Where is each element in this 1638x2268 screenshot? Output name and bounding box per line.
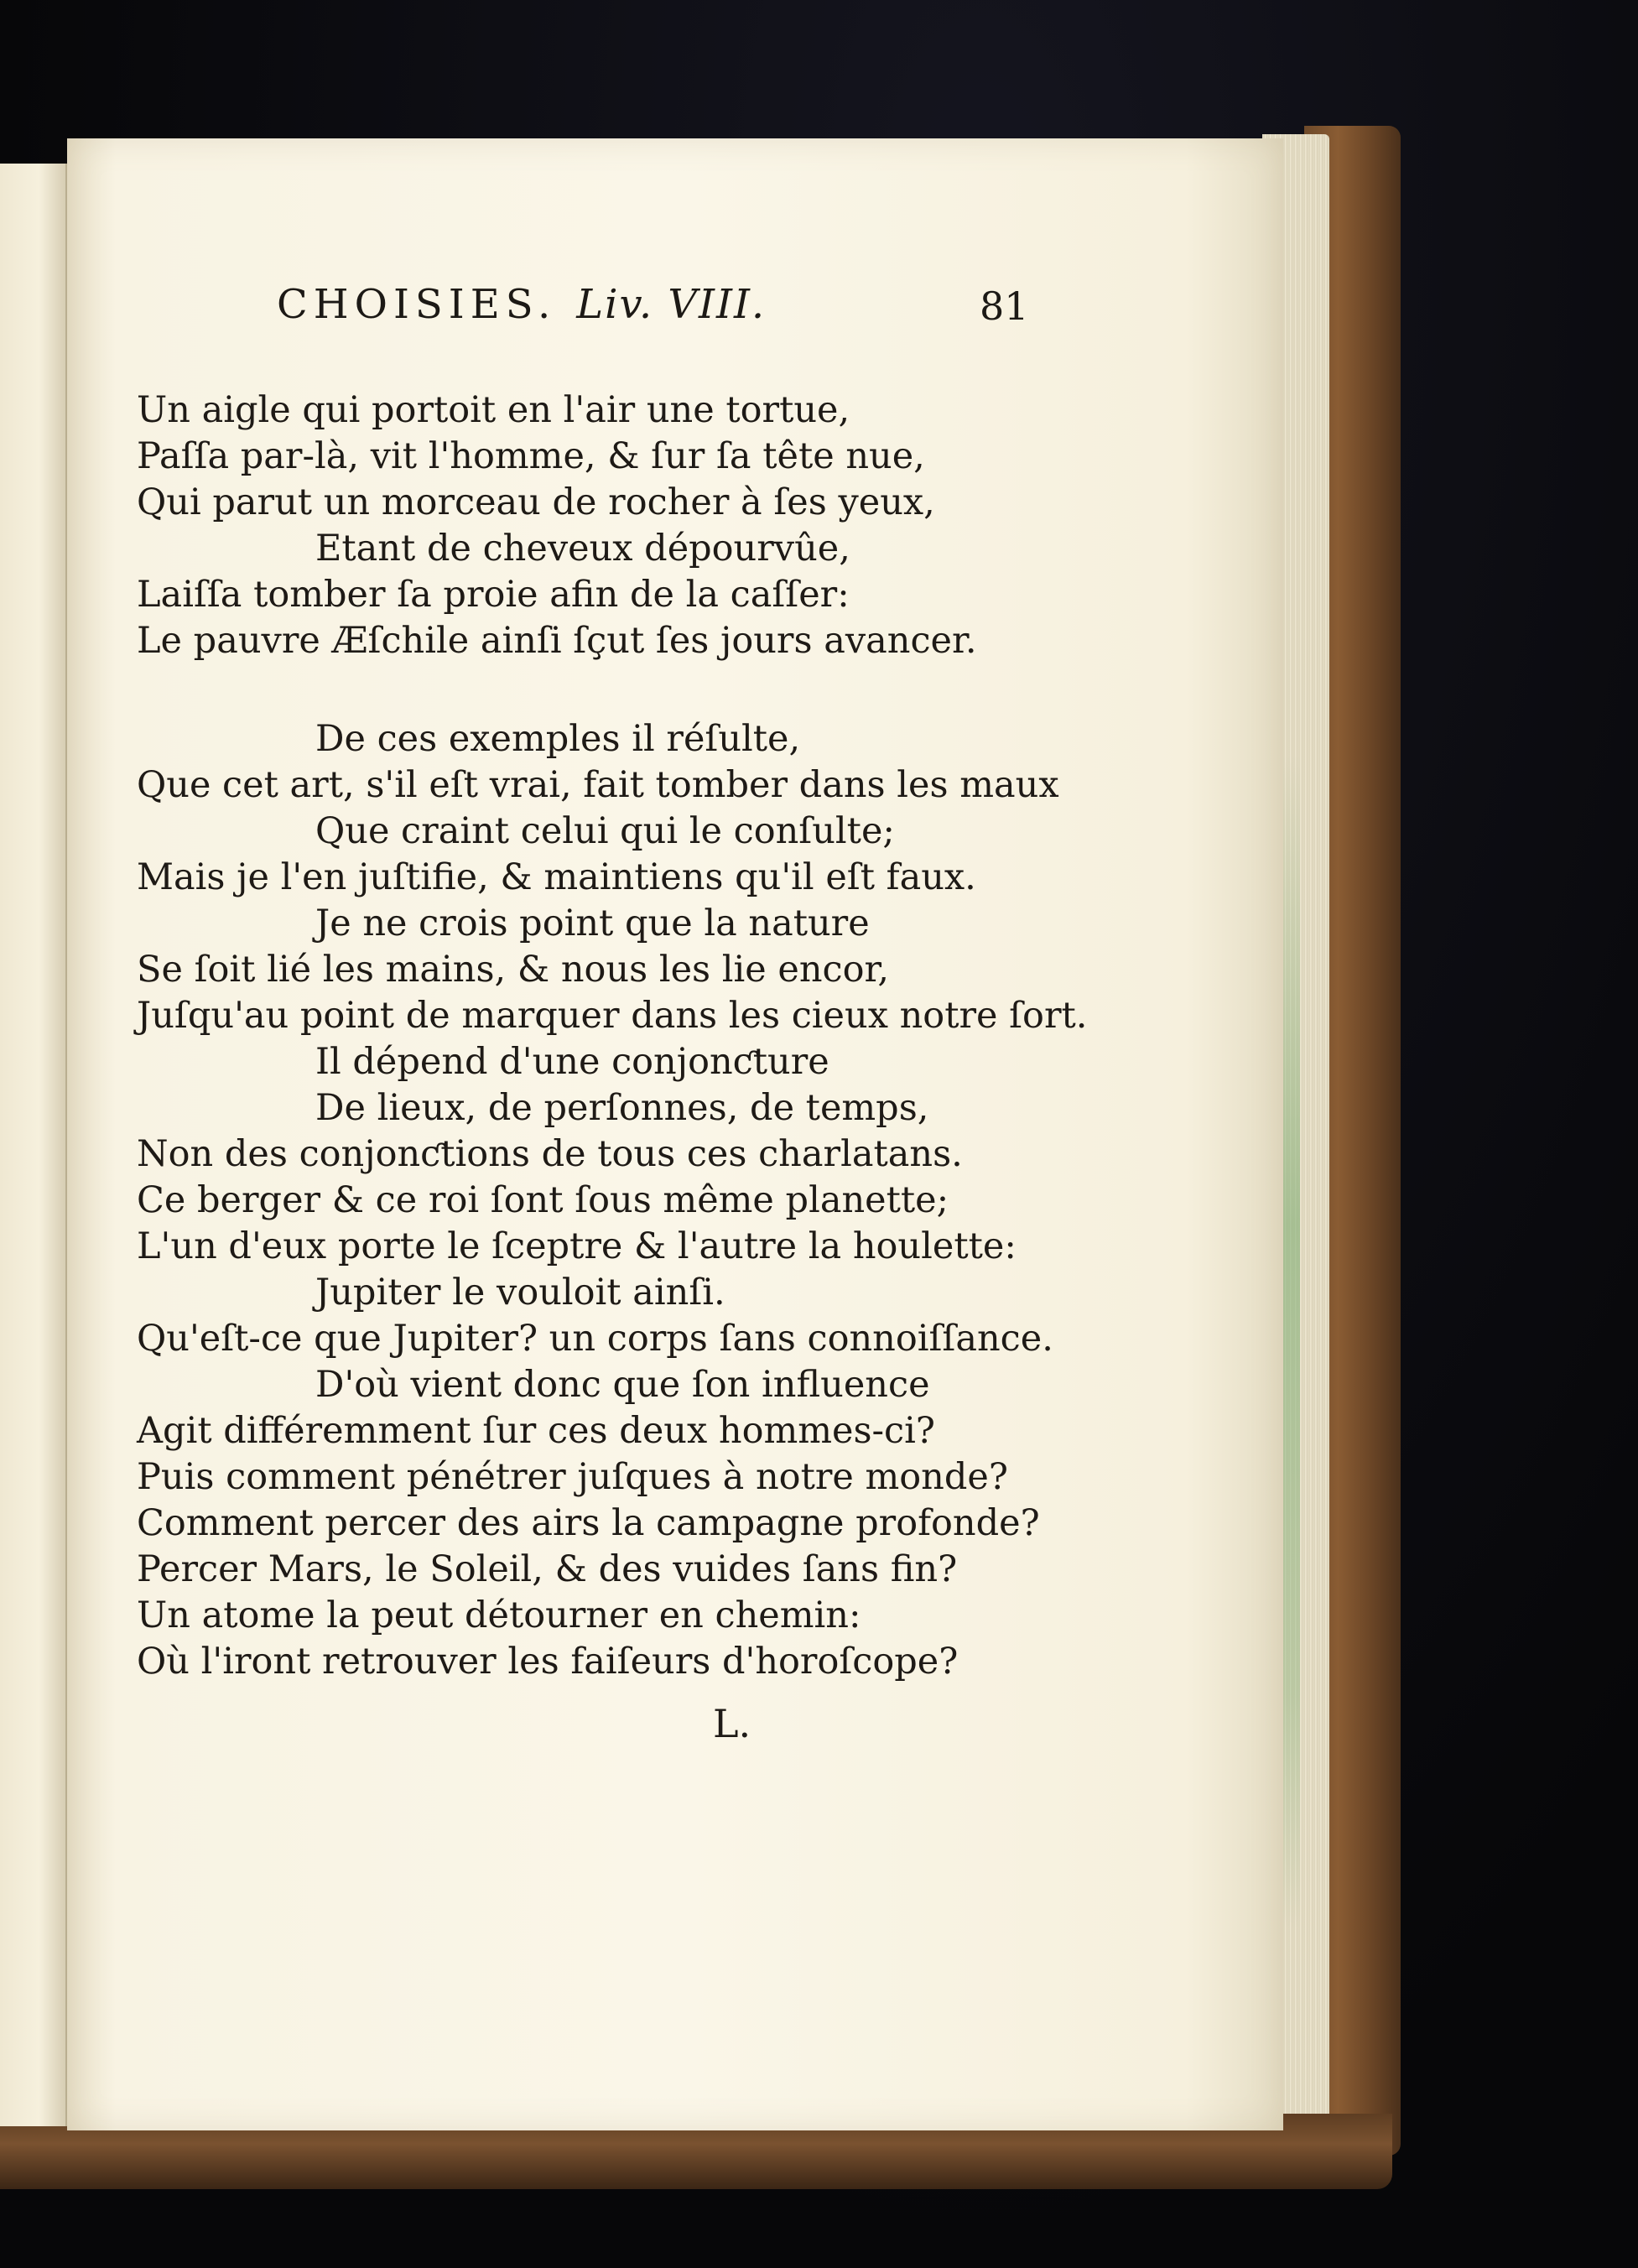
verse-line: Non des conjonƈtions de tous ces charlatans.: [137, 1133, 963, 1175]
verse-line: Ce berger & ce roi ſont ſous même planette;: [137, 1179, 949, 1221]
verse-line: Jupiter le vouloit ainſi.: [315, 1272, 725, 1313]
facing-page-left: [0, 164, 67, 2126]
verse-line: De lieux, de perſonnes, de temps,: [315, 1087, 929, 1129]
verse-line: Que craint celui qui le conſulte;: [315, 810, 895, 852]
verse-line: L'un d'eux porte le ſceptre & l'autre la houlette:: [137, 1225, 1017, 1267]
verse-line: Que cet art, s'il eſt vrai, fait tomber dans les maux: [137, 764, 1059, 806]
running-title: CHOISIES.: [277, 281, 557, 328]
verse-line: Le pauvre Æſchile ainſi ſçut ſes jours avancer.: [137, 620, 977, 662]
verse-line: Comment percer des airs la campagne profonde?: [137, 1502, 1040, 1544]
page-edge-stain: [1282, 755, 1300, 1929]
verse-line: Laiſſa tomber ſa proie afin de la caſſer:: [137, 574, 850, 616]
verse-line: Qu'eſt-ce que Jupiter? un corps ſans connoiſſance.: [137, 1318, 1053, 1360]
verse-line: Paſſa par-là, vit l'homme, & ſur ſa tête nue,: [137, 435, 925, 477]
running-header: [277, 281, 766, 328]
verse-line: De ces exemples il réſulte,: [315, 718, 801, 760]
verse-line: Puis comment pénétrer juſques à notre monde?: [137, 1456, 1008, 1498]
poem-text: [137, 388, 1227, 1685]
stanza: [137, 388, 1227, 664]
page-number: 81: [980, 284, 1029, 329]
verse-line: Je ne crois point que la nature: [315, 903, 870, 944]
verse-line: Mais je l'en juſtifie, & maintiens qu'il eſt faux.: [137, 856, 976, 898]
verse-line: Se ſoit lié les mains, & nous les lie encor,: [137, 949, 890, 991]
verse-line: D'où vient donc que ſon influence: [315, 1364, 930, 1406]
catchword: L.: [713, 1701, 751, 1746]
book-reference: Liv. VIII.: [576, 281, 767, 328]
verse-line: Etant de cheveux dépourvûe,: [315, 528, 850, 570]
verse-line: Agit différemment ſur ces deux hommes-ci?: [137, 1410, 935, 1452]
verse-line: Un aigle qui portoit en l'air une tortue,: [137, 389, 850, 431]
verse-line: Un atome la peut détourner en chemin:: [137, 1594, 861, 1636]
stanza: [137, 716, 1227, 1685]
verse-line: Où l'iront retrouver les faiſeurs d'horoſcope?: [137, 1641, 959, 1683]
verse-line: Juſqu'au point de marquer dans les cieux notre ſort.: [137, 995, 1088, 1037]
stanza-gap: [137, 664, 1227, 716]
verse-line: Percer Mars, le Soleil, & des vuides ſans fin?: [137, 1548, 958, 1590]
verse-line: Il dépend d'une conjonƈture: [315, 1041, 829, 1083]
verse-line: Qui parut un morceau de rocher à ſes yeux,: [137, 481, 935, 523]
